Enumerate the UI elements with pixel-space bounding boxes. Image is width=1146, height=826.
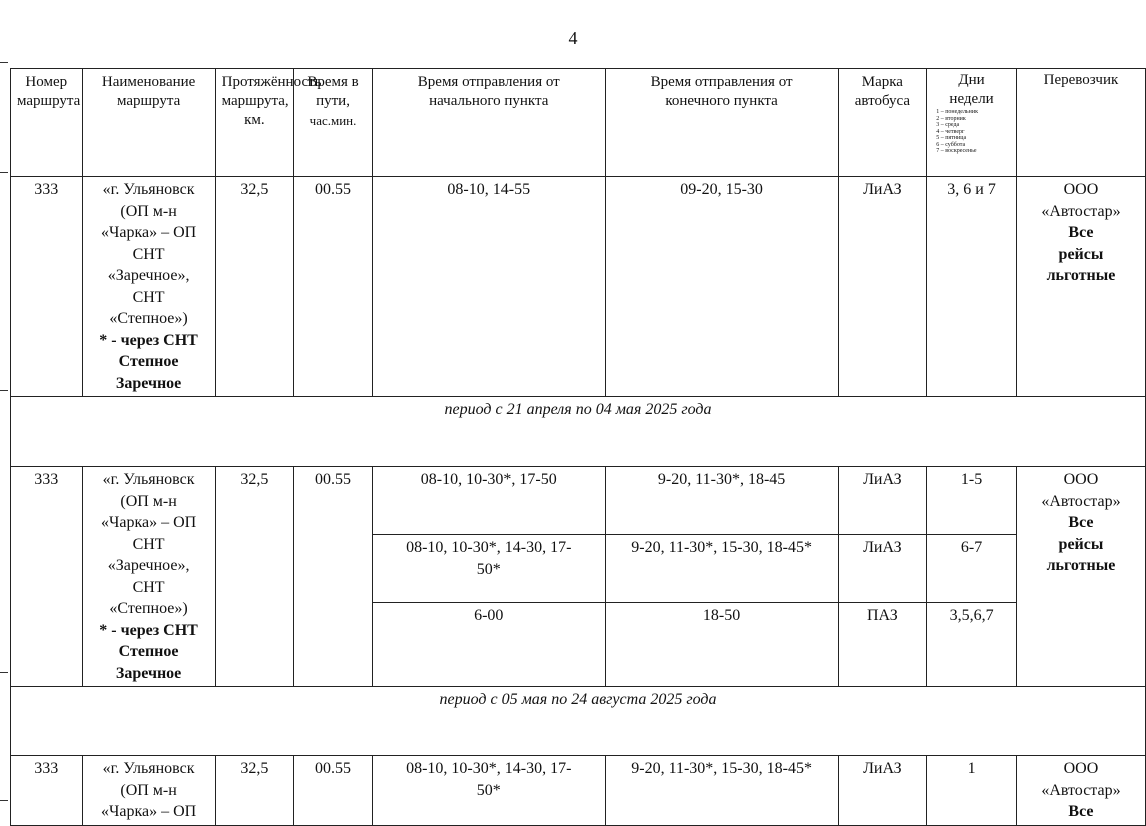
week-days: 1 (927, 756, 1017, 826)
route-name-line: СНТ (132, 535, 165, 553)
route-length: 32,5 (215, 756, 294, 826)
route-note-line: Заречное (115, 374, 182, 392)
header-row (11, 69, 1146, 177)
days-legend-item: 1 – понедельник (936, 109, 979, 115)
departure-end: 09-20, 15-30 (605, 177, 838, 397)
carrier-line: «Автостар» (1041, 202, 1121, 220)
header-route-name: Наименование маршрута (82, 69, 215, 177)
departure-end: 9-20, 11-30*, 18-45 (605, 467, 838, 535)
carrier-note-line: рейсы (1058, 245, 1104, 263)
carrier-line: ООО (1063, 181, 1099, 198)
route-name (82, 177, 215, 397)
route-number: 333 (11, 467, 83, 687)
carrier (1016, 467, 1145, 687)
header-days (927, 69, 1017, 177)
carrier-note-line: льготные (1046, 557, 1116, 574)
margin-tick (0, 672, 8, 673)
margin-tick (0, 62, 8, 63)
route-name (82, 756, 215, 826)
table-row (11, 177, 1146, 397)
carrier-line: «Автостар» (1041, 781, 1121, 799)
period-heading: период с 21 апреля по 04 мая 2025 года (11, 397, 1146, 467)
period-row (11, 397, 1146, 467)
header-bus-brand: Марка автобуса (838, 69, 927, 177)
route-name-line: (ОП м-н (120, 202, 177, 220)
days-legend-item: 3 – среда (936, 122, 960, 128)
route-name-line: «Чарка» – ОП (100, 803, 197, 820)
days-legend-item: 6 – суббота (936, 141, 966, 148)
departure-start: 08-10, 10-30*, 17-50 (372, 467, 605, 535)
route-note-line: Заречное (115, 664, 182, 682)
route-name-line: «Степное») (109, 310, 188, 327)
carrier-line: ООО (1063, 471, 1099, 488)
route-name (82, 467, 215, 687)
carrier-note-line: Все (1068, 803, 1094, 820)
table-row (11, 467, 1146, 535)
carrier-note-line: льготные (1046, 267, 1116, 284)
departure-end: 9-20, 11-30*, 15-30, 18-45* (605, 756, 838, 826)
route-name-line: СНТ (132, 578, 165, 596)
departure-start: 08-10, 14-55 (372, 177, 605, 397)
header-travel-time-unit: час.мин. (309, 113, 357, 128)
travel-time: 00.55 (294, 177, 373, 397)
departure-end: 9-20, 11-30*, 15-30, 18-45* (605, 535, 838, 603)
route-number: 333 (11, 756, 83, 826)
header-length: Протяжённость маршрута, км. (215, 69, 294, 177)
carrier-note-line: Все (1068, 224, 1094, 241)
route-name-line: «г. Ульяновск (102, 471, 195, 488)
days-legend-item: 7 – воскресенье (936, 148, 977, 154)
header-dep-end: Время отправления от конечного пункта (605, 69, 838, 177)
route-note-line: * - через СНТ (99, 331, 198, 349)
page-number: 4 (568, 28, 578, 48)
bus-brand: ЛиАЗ (838, 177, 927, 397)
days-legend-item: 4 – четверг (936, 128, 965, 135)
route-length: 32,5 (215, 467, 294, 687)
header-route-no: Номер маршрута (11, 69, 83, 177)
carrier-note-line: Все (1068, 514, 1094, 531)
week-days: 3,5,6,7 (927, 603, 1017, 687)
bus-brand: ЛиАЗ (838, 756, 927, 826)
travel-time: 00.55 (294, 467, 373, 687)
carrier (1016, 177, 1145, 397)
header-dep-start: Время отправления от начального пункта (372, 69, 605, 177)
departure-start: 08-10, 10-30*, 14-30, 17-50* (372, 535, 605, 603)
margin-tick (0, 800, 8, 801)
days-legend (930, 109, 1013, 155)
route-name-line: СНТ (132, 288, 165, 306)
departure-start: 08-10, 10-30*, 14-30, 17-50* (372, 756, 605, 826)
departure-start: 6-00 (372, 603, 605, 687)
route-name-line: «Чарка» – ОП (100, 224, 197, 241)
route-name-line: (ОП м-н (120, 781, 177, 799)
carrier-line: ООО (1063, 760, 1099, 777)
bus-brand: ЛиАЗ (838, 535, 927, 603)
header-carrier: Перевозчик (1016, 69, 1145, 177)
schedule-table (10, 68, 1146, 826)
margin-tick (0, 390, 8, 391)
route-name-line: «Степное») (109, 600, 188, 617)
days-legend-item: 2 – вторник (936, 115, 966, 122)
days-legend-item: 5 – пятница (936, 135, 967, 141)
route-number: 333 (11, 177, 83, 397)
departure-end: 18-50 (605, 603, 838, 687)
route-name-line: «г. Ульяновск (102, 760, 195, 777)
route-name-line: СНТ (132, 245, 165, 263)
route-length: 32,5 (215, 177, 294, 397)
travel-time: 00.55 (294, 756, 373, 826)
header-days-title: Дни недели (949, 72, 994, 107)
carrier-line: «Автостар» (1041, 492, 1121, 510)
route-note-line: Степное (118, 643, 179, 660)
period-row (11, 687, 1146, 756)
bus-brand: ПАЗ (838, 603, 927, 687)
route-name-line: (ОП м-н (120, 492, 177, 510)
bus-brand: ЛиАЗ (838, 467, 927, 535)
week-days: 6-7 (927, 535, 1017, 603)
margin-tick (0, 172, 8, 173)
route-note-line: * - через СНТ (99, 621, 198, 639)
route-note-line: Степное (118, 353, 179, 370)
week-days: 3, 6 и 7 (927, 177, 1017, 397)
header-travel-time-main: Время в пути, (307, 74, 359, 109)
table-row (11, 756, 1146, 826)
carrier (1016, 756, 1145, 826)
carrier-note-line: рейсы (1058, 535, 1104, 553)
period-heading: период с 05 мая по 24 августа 2025 года (11, 687, 1146, 756)
week-days: 1-5 (927, 467, 1017, 535)
route-name-line: «г. Ульяновск (102, 181, 195, 198)
route-name-line: «Чарка» – ОП (100, 514, 197, 531)
route-name-line: «Заречное», (107, 557, 190, 574)
route-name-line: «Заречное», (107, 267, 190, 284)
